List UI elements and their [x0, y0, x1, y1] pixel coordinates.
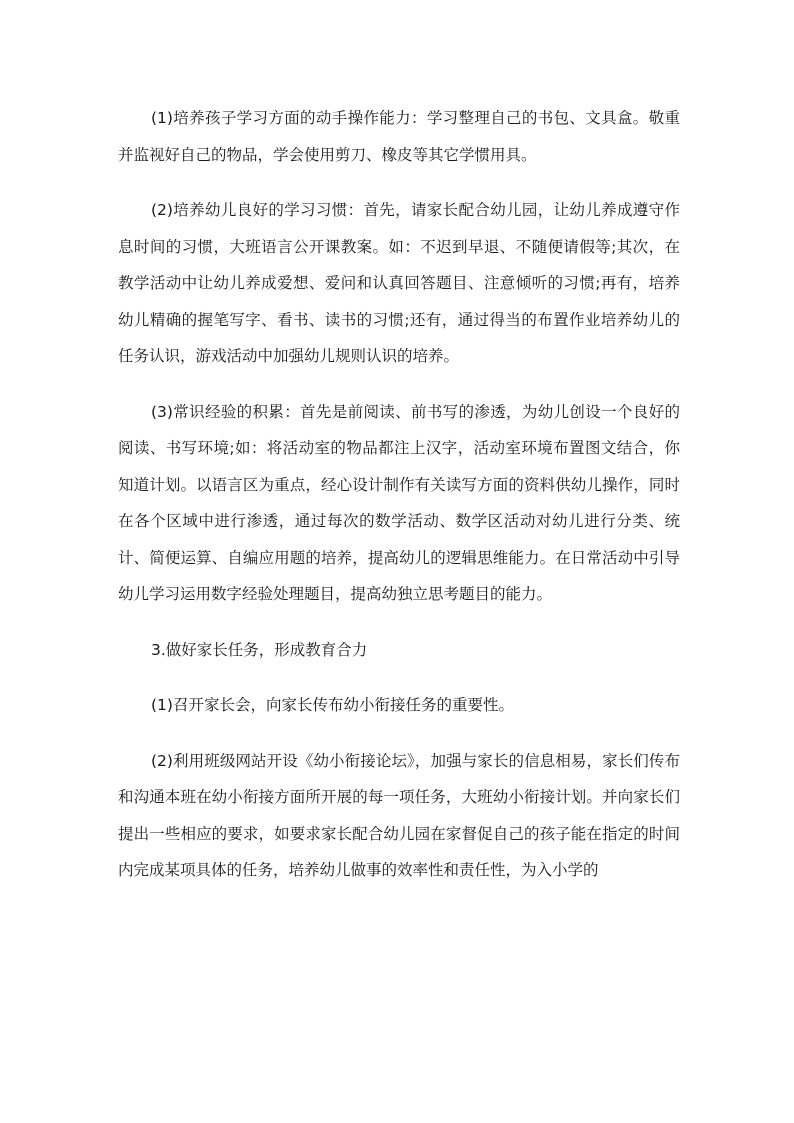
paragraph-1: (1)培养孩子学习方面的动手操作能力：学习整理自己的书包、文具盒。敬重并监视好自己的物品，学会使用剪刀、橡皮等其它学惯用具。 [118, 109, 680, 164]
paragraph-2: (2)培养幼儿良好的学习习惯：首先，请家长配合幼儿园，让幼儿养成遵守作息时间的习惯，大班语言公开课教案。如：不迟到早退、不随便请假等;其次，在教学活动中让幼儿养成爱想、爱问和认真回答题目、注意倾听的习惯;再有，培养幼儿精确的握笔写字、看书、读书的习惯;还有，通过得当的布置作业培养幼儿的任务认识，游戏活动中加强幼儿规则认识的培养。 [118, 201, 680, 365]
section-heading: 3.做好家长任务，形成教育合力 [151, 640, 368, 659]
paragraph-3: (3)常识经验的积累：首先是前阅读、前书写的渗透，为幼儿创设一个良好的阅读、书写环境;如：将活动室的物品都注上汉字，活动室环境布置图文结合，你知道计划。以语言区为重点，经心设计制作有关读写方面的资料供幼儿操作，同时在各个区域中进行渗透，通过每次的数学活动、数学区活动对幼儿进行分类、统计、简便运算、自编应用题的培养，提高幼儿的逻辑思维能力。在日常活动中引导幼儿学习运用数字经验处理题目，提高幼独立思考题目的能力。 [118, 402, 680, 603]
paragraph-5: (1)召开家长会，向家长传布幼小衔接任务的重要性。 [151, 696, 514, 714]
paragraph-6: (2)利用班级网站开设《幼小衔接论坛》，加强与家长的信息相易，家长们传布和沟通本班在幼小衔接方面所开展的每一项任务，大班幼小衔接计划。并向家长们提出一些相应的要求，如要求家长配合幼儿园在家督促自己的孩子能在指定的时间内完成某项具体的任务，培养幼儿做事的效率性和责任性，为入小学的 [118, 751, 680, 879]
document-body [118, 100, 680, 889]
